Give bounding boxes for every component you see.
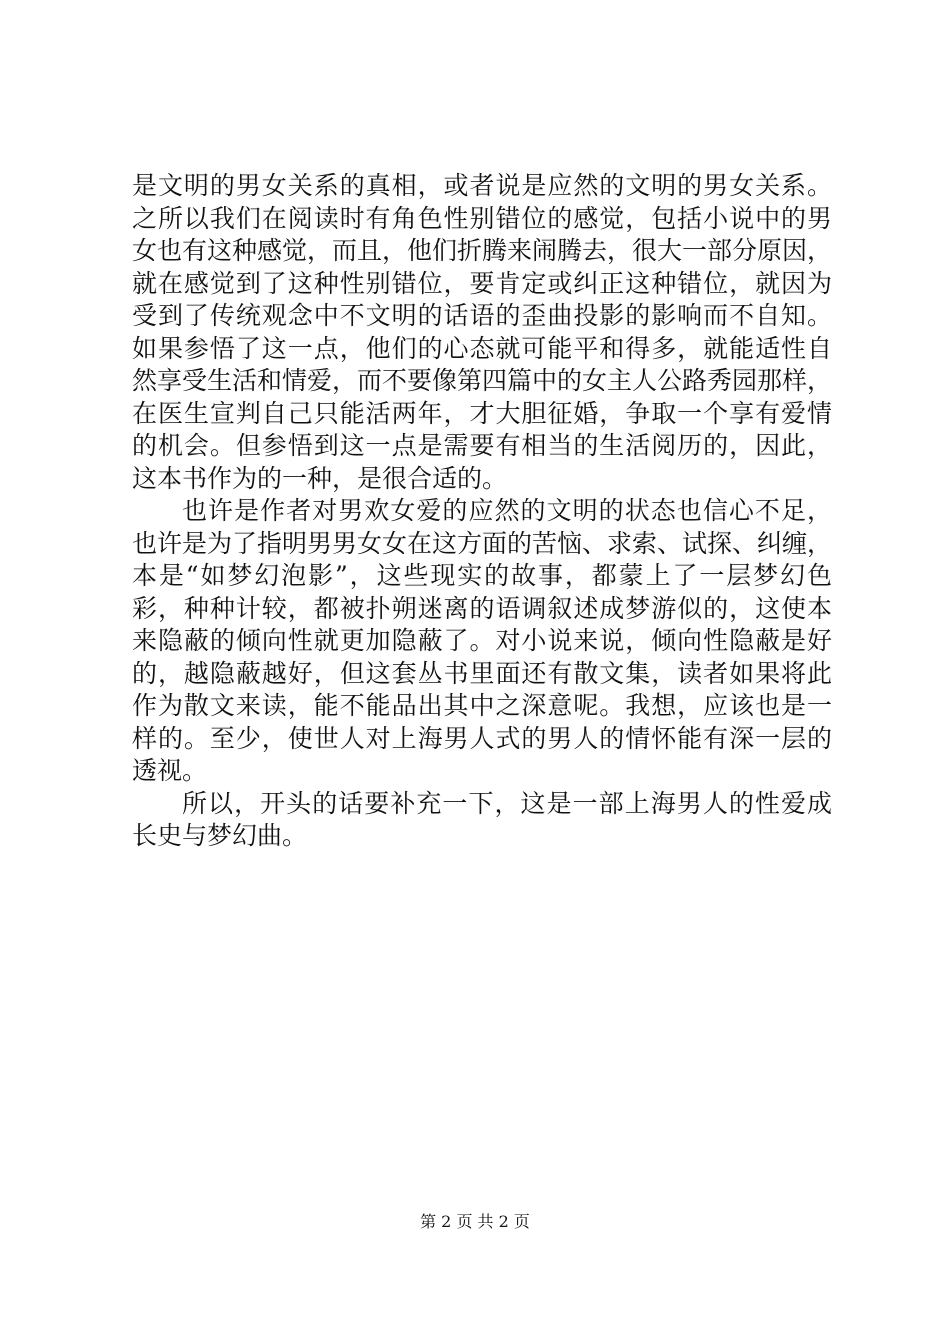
text-line: 在医生宣判自己只能活两年，才大胆征婚，争取一个享有爱情 (132, 398, 832, 428)
text-line: 透视。 (132, 756, 208, 785)
text-line: 女也有这种感觉，而且，他们折腾来闹腾去，很大一部分原因， (132, 236, 833, 265)
text-line: 作为散文来读，能不能品出其中之深意呢。我想，应该也是一 (132, 691, 832, 720)
page-footer (0, 1212, 950, 1232)
text-line: 所以，开头的话要补充一下，这是一部上海男人的性爱成 (182, 788, 832, 818)
text-line: 的，越隐蔽越好，但这套丛书里面还有散文集，读者如果将此 (132, 658, 832, 688)
text-line: 受到了传统观念中不文明的话语的歪曲投影的影响而不自知。 (132, 301, 832, 330)
text-line: 样的。至少，使世人对上海男人式的男人的情怀能有深一层的 (132, 723, 832, 753)
document-body (132, 170, 832, 853)
text-line: 也许是作者对男欢女爱的应然的文明的状态也信心不足， (182, 496, 832, 525)
text-line: 来隐蔽的倾向性就更加隐蔽了。对小说来说，倾向性隐蔽是好 (132, 626, 832, 655)
text-line: 的机会。但参悟到这一点是需要有相当的生活阅历的，因此， (132, 431, 832, 460)
text-line: 之所以我们在阅读时有角色性别错位的感觉，包括小说中的男 (132, 203, 832, 233)
text-line: 本是“如梦幻泡影”，这些现实的故事，都蒙上了一层梦幻色 (132, 561, 832, 590)
text-line: 是文明的男女关系的真相，或者说是应然的文明的男女关系。 (132, 171, 832, 200)
text-line: 彩，种种计较，都被扑朔迷离的语调叙述成梦游似的，这使本 (132, 593, 832, 623)
text-line: 也许是为了指明男男女女在这方面的苦恼、求索、试探、纠缠， (132, 528, 833, 558)
page-number-label: 第 2 页 共 2 页 (420, 1212, 530, 1231)
text-line: 然享受生活和情爱，而不要像第四篇中的女主人公路秀园那样， (132, 366, 833, 395)
text-line: 就在感觉到了这种性别错位，要肯定或纠正这种错位，就因为 (132, 268, 832, 298)
text-line: 长史与梦幻曲。 (132, 821, 308, 850)
text-line: 如果参悟了这一点，他们的心态就可能平和得多，就能适性自 (132, 333, 832, 363)
text-line: 这本书作为的一种，是很合适的。 (132, 463, 508, 493)
